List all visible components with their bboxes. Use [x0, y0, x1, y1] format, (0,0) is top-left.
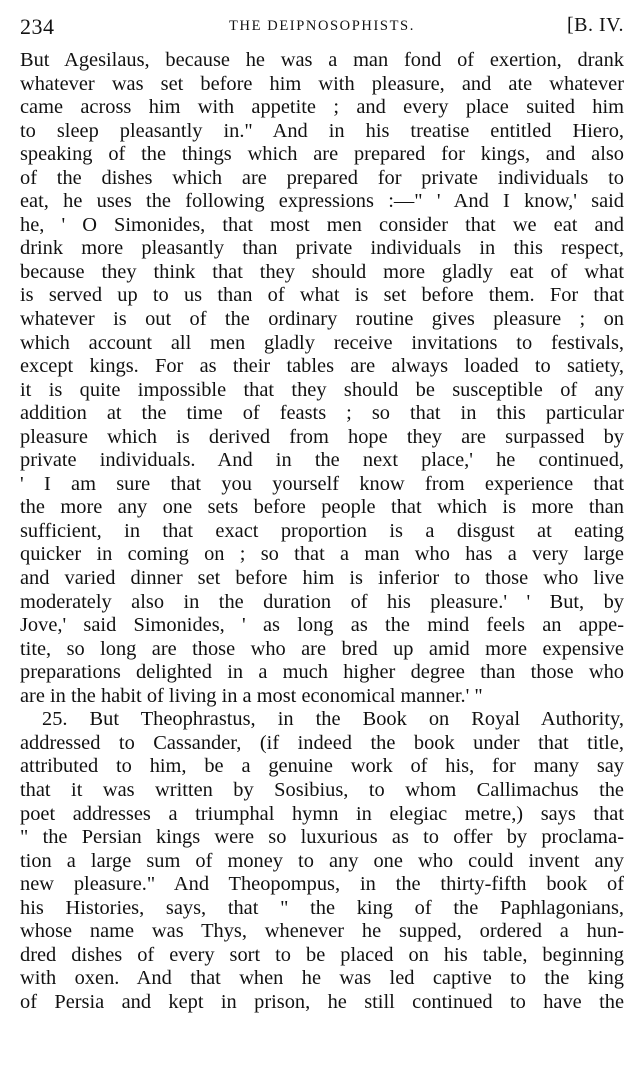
text-line: addition at the time of feasts ; so that in this particular	[20, 402, 624, 425]
paragraph	[20, 49, 624, 708]
text-line: it is quite impossible that they should be susceptible of any	[20, 378, 624, 401]
text-line: tion a large sum of money to any one who could invent any	[20, 849, 624, 872]
running-title: THE DEIPNOSOPHISTS.	[229, 18, 415, 34]
text-line: to sleep pleasantly in." And in his treatise entitled Hiero,	[20, 119, 624, 142]
text-line: came across him with appetite ; and every place suited him	[20, 96, 624, 119]
text-line: poet addresses a triumphal hymn in elegiac metre,) says that	[20, 802, 624, 825]
text-line: Jove,' said Simonides, ' as long as the mind feels an appe-	[20, 614, 624, 637]
text-line: quicker in coming on ; so that a man who has a very large	[20, 543, 624, 566]
text-line: which account all men gladly receive invitations to festivals,	[20, 331, 624, 354]
text-line: the more any one sets before people that which is more than	[20, 496, 624, 519]
text-line: pleasure which is derived from hope they are surpassed by	[20, 425, 624, 448]
text-line: dred dishes of every sort to be placed on his table, beginning	[20, 943, 624, 966]
text-line: speaking of the things which are prepared for kings, and also	[20, 143, 624, 166]
text-line: because they think that they should more gladly eat of what	[20, 260, 624, 283]
text-line: new pleasure." And Theopompus, in the thirty-fifth book of	[20, 873, 624, 896]
text-line: 25. But Theophrastus, in the Book on Royal Authority,	[42, 708, 624, 731]
page-header	[20, 12, 624, 42]
text-line: " the Persian kings were so luxurious as to offer by proclama-	[20, 826, 624, 849]
page-number: 234	[20, 14, 55, 39]
text-line: sufficient, in that exact proportion is a disgust at eating	[20, 519, 624, 542]
text-line: his Histories, says, that " the king of the Paphlagonians,	[20, 896, 624, 919]
text-line: ' I am sure that you yourself know from experience that	[20, 472, 624, 495]
text-line: addressed to Cassander, (if indeed the book under that title,	[20, 731, 624, 754]
text-line: eat, he uses the following expressions :—" ' And I know,' said	[20, 190, 624, 213]
text-line: and varied dinner set before him is inferior to those who live	[20, 567, 624, 590]
text-line: whatever was set before him with pleasure, and ate whatever	[20, 72, 624, 95]
text-line: of the dishes which are prepared for private individuals to	[20, 166, 624, 189]
text-line: drink more pleasantly than private individuals in this respect,	[20, 237, 624, 260]
text-line: whose name was Thys, whenever he supped, ordered a hun-	[20, 920, 624, 943]
text-line: that it was written by Sosibius, to whom Callimachus the	[20, 778, 624, 801]
paragraph	[20, 708, 624, 1014]
text-line: with oxen. And that when he was led captive to the king	[20, 967, 624, 990]
text-line: he, ' O Simonides, that most men consider that we eat and	[20, 213, 624, 236]
text-line: is served up to us than of what is set before them. For that	[20, 284, 624, 307]
text-line: tite, so long are those who are bred up amid more expensive	[20, 637, 624, 660]
text-line: But Agesilaus, because he was a man fond of exertion, drank	[20, 49, 624, 71]
text-line: moderately also in the duration of his pleasure.' ' But, by	[20, 590, 624, 613]
book-reference: [B. IV.	[566, 14, 624, 36]
text-line: private individuals. And in the next place,' he continued,	[20, 449, 624, 472]
text-line: attributed to him, be a genuine work of his, for many say	[20, 755, 624, 778]
text-line: of Persia and kept in prison, he still continued to have the	[20, 990, 624, 1013]
text-line: preparations delighted in a much higher degree than those who	[20, 661, 624, 684]
text-line: are in the habit of living in a most economical manner.' "	[20, 684, 483, 707]
body-text	[20, 49, 624, 1014]
text-line: whatever is out of the ordinary routine gives pleasure ; on	[20, 308, 624, 331]
text-line: except kings. For as their tables are always loaded to satiety,	[20, 355, 624, 378]
